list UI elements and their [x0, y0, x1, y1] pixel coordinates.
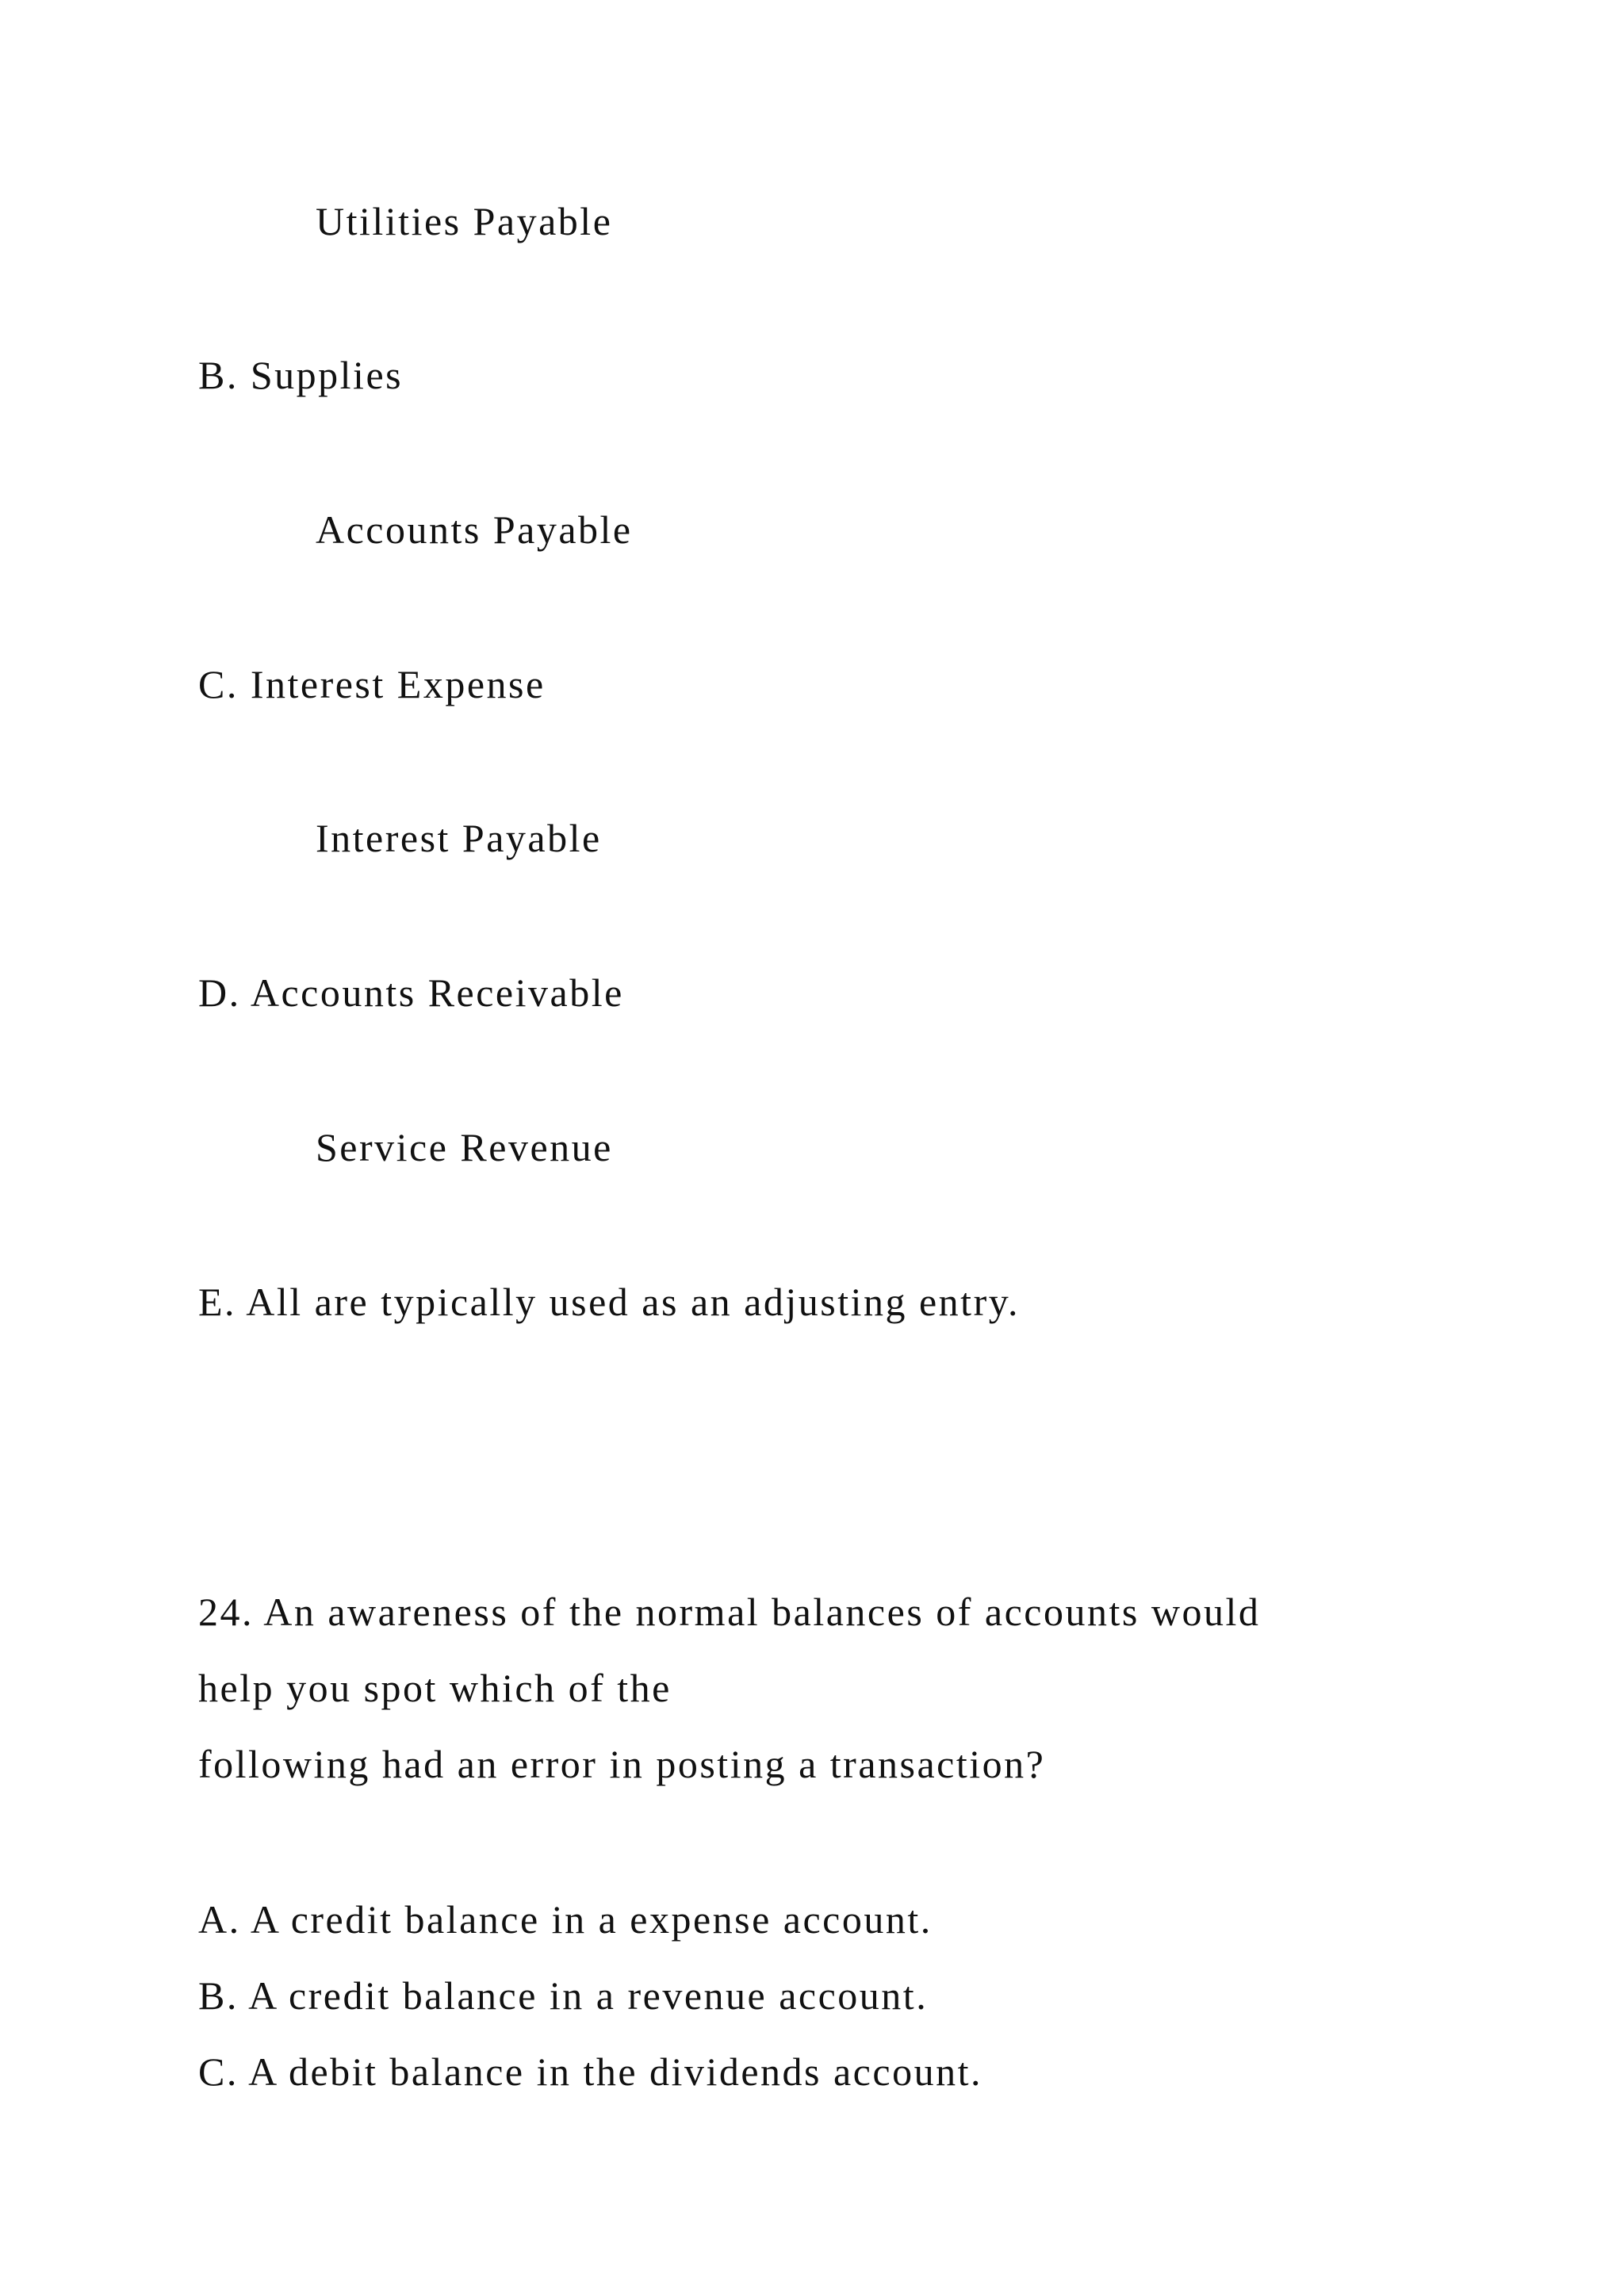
question-24-option-c: C. A debit balance in the dividends account.	[198, 2049, 982, 2094]
option-d: D. Accounts Receivable	[198, 970, 624, 1015]
option-c-credit-account: Interest Payable	[316, 816, 602, 860]
option-b-credit-account: Accounts Payable	[316, 507, 633, 552]
question-24-stem-line-3: following had an error in posting a transaction?	[198, 1742, 1046, 1786]
option-d-credit-account: Service Revenue	[316, 1125, 613, 1169]
question-24-option-b: B. A credit balance in a revenue account.	[198, 1973, 929, 2018]
question-24-stem-line-2: help you spot which of the	[198, 1666, 672, 1710]
option-b: B. Supplies	[198, 353, 404, 397]
question-24-option-a: A. A credit balance in a expense account.	[198, 1897, 933, 1942]
option-e: E. All are typically used as an adjusting entry.	[198, 1280, 1020, 1324]
option-a-credit-account: Utilities Payable	[316, 199, 613, 243]
question-24-stem-line-1: 24. An awareness of the normal balances of accounts would	[198, 1590, 1261, 1634]
option-c: C. Interest Expense	[198, 662, 546, 706]
